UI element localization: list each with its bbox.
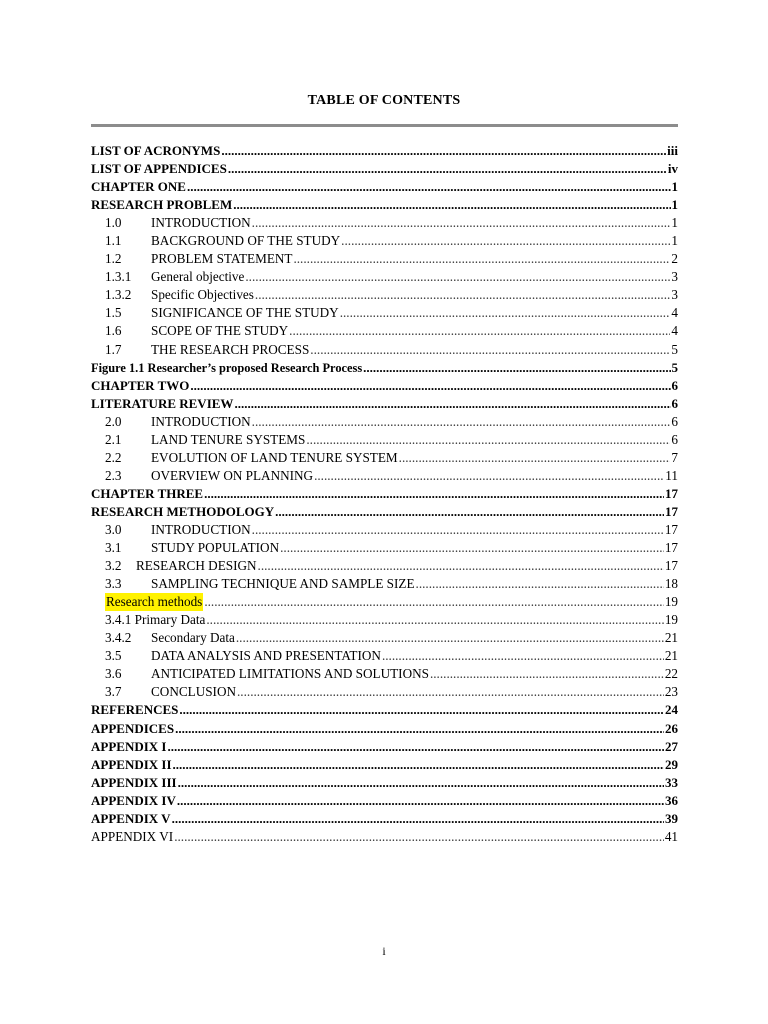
toc-entry-page: 4: [671, 323, 678, 339]
toc-entry-label: APPENDIX II: [91, 756, 172, 772]
toc-entry-label: RESEARCH PROBLEM: [91, 197, 233, 213]
toc-entry-page: 1: [671, 197, 678, 213]
toc-entry[interactable]: [91, 665, 678, 683]
dot-leader: [314, 467, 664, 485]
toc-entry-label-highlighted: Research methods: [106, 594, 203, 610]
dot-leader: [341, 232, 670, 250]
toc-entry-number: 3.7: [105, 684, 122, 700]
toc-entry-number: 3.3: [105, 576, 122, 592]
toc-entry-label: BACKGROUND OF THE STUDY: [151, 233, 341, 249]
dot-leader: [178, 774, 664, 792]
toc-entry[interactable]: [91, 250, 678, 268]
toc-entry-label: PROBLEM STATEMENT: [151, 251, 293, 267]
toc-entry[interactable]: [91, 828, 678, 846]
toc-entry-page: 24: [665, 702, 678, 718]
toc-entry-label: Figure 1.1 Researcher’s proposed Research Process: [91, 360, 363, 375]
dot-leader: [177, 792, 664, 810]
toc-entry[interactable]: [91, 575, 678, 593]
title-divider: [91, 124, 678, 127]
toc-entry-page: 6: [671, 377, 678, 393]
dot-leader: [430, 665, 664, 683]
dot-leader: [399, 449, 671, 467]
toc-entry-number: 1.3.2: [105, 287, 132, 303]
dot-leader: [206, 611, 663, 629]
dot-leader: [221, 142, 666, 160]
toc-entry-page: 17: [664, 558, 678, 574]
toc-entry-page: 6: [671, 413, 678, 429]
toc-entry[interactable]: [91, 701, 678, 719]
toc-entry[interactable]: [91, 611, 678, 629]
toc-entry-page: 27: [665, 738, 678, 754]
toc-entry-label: THE RESEARCH PROCESS: [151, 341, 310, 357]
toc-entry-page: iv: [667, 161, 678, 177]
toc-entry-number: 3.2: [105, 558, 122, 574]
toc-entry-number: 2.1: [105, 431, 122, 447]
toc-entry-page: 17: [664, 540, 678, 556]
toc-entry-label: INTRODUCTION: [151, 215, 251, 231]
dot-leader: [252, 413, 671, 431]
toc-entry[interactable]: [91, 449, 678, 467]
toc-entry[interactable]: [91, 286, 678, 304]
toc-entry-page: 3: [671, 287, 678, 303]
toc-entry[interactable]: [91, 395, 678, 413]
dot-leader: [179, 701, 664, 719]
dot-leader: [174, 828, 664, 846]
toc-entry-page: 5: [671, 341, 678, 357]
toc-entry[interactable]: [91, 377, 678, 395]
toc-entry-label: CHAPTER TWO: [91, 377, 190, 393]
toc-entry-page: 39: [665, 810, 678, 826]
toc-entry[interactable]: [91, 521, 678, 539]
toc-entry-page: iii: [667, 143, 678, 158]
toc-entry-page: 11: [665, 467, 678, 483]
toc-entry[interactable]: [91, 629, 678, 647]
dot-leader: [289, 322, 670, 340]
toc-entry-page: 21: [664, 648, 678, 664]
dot-leader: [167, 738, 664, 756]
toc-entry[interactable]: [91, 304, 678, 322]
toc-entry-page: 17: [664, 521, 678, 537]
toc-entry-label: LITERATURE REVIEW: [91, 395, 234, 411]
toc-entry-page: 26: [665, 720, 678, 736]
toc-entry[interactable]: [91, 214, 678, 232]
dot-leader: [306, 431, 670, 449]
toc-entry-number: 3.1: [105, 540, 122, 556]
dot-leader: [363, 359, 670, 377]
toc-entry[interactable]: [91, 232, 678, 250]
toc-entry-number: 3.5: [105, 648, 122, 664]
toc-entry[interactable]: [91, 503, 678, 521]
toc-entry-page: 7: [671, 449, 678, 465]
toc-entry-page: 19: [664, 612, 678, 628]
toc-entry[interactable]: [91, 810, 678, 828]
dot-leader: [255, 286, 671, 304]
toc-entry-number: 1.6: [105, 323, 122, 339]
toc-entry-page: 17: [665, 503, 678, 519]
toc-entry-number: 2.2: [105, 449, 122, 465]
dot-leader: [173, 756, 664, 774]
dot-leader: [340, 304, 671, 322]
toc-entry[interactable]: [91, 431, 678, 449]
dot-leader: [190, 377, 670, 395]
dot-leader: [187, 178, 671, 196]
toc-entry[interactable]: [91, 593, 678, 611]
dot-leader: [172, 810, 664, 828]
toc-entry-label: APPENDICES: [91, 720, 175, 736]
toc-entry-label: APPENDIX VI: [91, 828, 174, 844]
toc-entry-page: 6: [671, 395, 678, 411]
toc-entry-label: INTRODUCTION: [151, 521, 251, 537]
toc-entry-number: 1.5: [105, 305, 122, 321]
dot-leader: [236, 629, 664, 647]
toc-entry-page: 29: [665, 756, 678, 772]
toc-entry-page: 1: [671, 233, 678, 249]
toc-entry-page: 18: [664, 576, 678, 592]
dot-leader: [175, 720, 664, 738]
toc-entry-number: 2.3: [105, 467, 122, 483]
toc-entry-number: 2.0: [105, 413, 122, 429]
toc-entry-page: 36: [665, 792, 678, 808]
toc-entry-page: 41: [664, 828, 678, 844]
toc-entry-page: 17: [665, 485, 678, 501]
toc-entry[interactable]: [91, 792, 678, 810]
dot-leader: [310, 341, 670, 359]
toc-entry-label: ANTICIPATED LIMITATIONS AND SOLUTIONS: [151, 666, 429, 682]
toc-entry-label: LIST OF ACRONYMS: [91, 143, 221, 158]
dot-leader: [204, 593, 664, 611]
dot-leader: [228, 160, 667, 178]
toc-entry[interactable]: [91, 467, 678, 485]
toc-entry-label: CHAPTER THREE: [91, 485, 204, 501]
toc-entry[interactable]: [91, 322, 678, 340]
toc-entry-label: SCOPE OF THE STUDY: [151, 323, 289, 339]
toc-entry[interactable]: [91, 683, 678, 701]
toc-entry[interactable]: [91, 341, 678, 359]
page-number: i: [382, 944, 386, 958]
dot-leader: [245, 268, 670, 286]
toc-entry[interactable]: [91, 539, 678, 557]
toc-entry[interactable]: [91, 647, 678, 665]
toc-entry-label: REFERENCES: [91, 702, 179, 718]
toc-entry-page: 4: [671, 305, 678, 321]
toc-entry-number: 1.0: [105, 215, 122, 231]
toc-entry-label: LAND TENURE SYSTEMS: [151, 431, 306, 447]
dot-leader: [416, 575, 664, 593]
toc-entry-page: 1: [671, 179, 678, 195]
toc-entry-number: 1.3.1: [105, 269, 132, 285]
toc-entry[interactable]: [91, 720, 678, 738]
toc-entry-label: Secondary Data: [151, 630, 235, 646]
dot-leader: [275, 503, 664, 521]
toc-entry-label: INTRODUCTION: [151, 413, 251, 429]
table-of-contents: [91, 142, 678, 846]
page-title: TABLE OF CONTENTS: [307, 93, 461, 108]
dot-leader: [237, 683, 664, 701]
toc-entry-label: CHAPTER ONE: [91, 179, 186, 195]
toc-entry-page: 19: [664, 594, 678, 610]
toc-entry-number: 3.0: [105, 521, 122, 537]
toc-entry[interactable]: [91, 196, 678, 214]
dot-leader: [382, 647, 664, 665]
toc-entry-label: OVERVIEW ON PLANNING: [151, 467, 314, 483]
toc-entry-label: LIST OF APPENDICES: [91, 161, 227, 177]
toc-entry[interactable]: [91, 160, 678, 178]
toc-entry[interactable]: [91, 756, 678, 774]
toc-entry-label: General objective: [151, 269, 245, 285]
toc-entry-label: Specific Objectives: [151, 287, 254, 303]
toc-entry-label: 3.4.1 Primary Data: [105, 612, 206, 628]
toc-entry-label: EVOLUTION OF LAND TENURE SYSTEM: [151, 449, 398, 465]
toc-entry-page: 33: [665, 774, 678, 790]
toc-entry[interactable]: [91, 557, 678, 575]
toc-entry-label: RESEARCH METHODOLOGY: [91, 503, 275, 519]
toc-entry-page: 21: [664, 630, 678, 646]
toc-entry[interactable]: [91, 268, 678, 286]
toc-entry-page: 3: [671, 269, 678, 285]
toc-entry[interactable]: [91, 413, 678, 431]
dot-leader: [280, 539, 664, 557]
toc-entry-page: 5: [671, 359, 678, 375]
toc-entry-number: 3.6: [105, 666, 122, 682]
toc-entry-label: DATA ANALYSIS AND PRESENTATION: [151, 648, 381, 664]
dot-leader: [252, 521, 664, 539]
toc-entry-page: 23: [664, 684, 678, 700]
toc-entry[interactable]: [91, 359, 678, 377]
toc-entry[interactable]: [91, 738, 678, 756]
dot-leader: [204, 485, 664, 503]
toc-entry[interactable]: [91, 178, 678, 196]
toc-entry[interactable]: [91, 142, 678, 160]
dot-leader: [233, 196, 670, 214]
toc-entry[interactable]: [91, 485, 678, 503]
toc-entry-label: APPENDIX V: [91, 810, 171, 826]
toc-entry-label: SAMPLING TECHNIQUE AND SAMPLE SIZE: [151, 576, 415, 592]
toc-entry[interactable]: [91, 774, 678, 792]
dot-leader: [234, 395, 670, 413]
toc-entry-label: APPENDIX III: [91, 774, 177, 790]
toc-entry-page: 1: [671, 215, 678, 231]
toc-entry-number: 3.4.2: [105, 630, 132, 646]
toc-entry-label: STUDY POPULATION: [151, 540, 280, 556]
dot-leader: [293, 250, 670, 268]
toc-entry-number: 1.1: [105, 233, 122, 249]
toc-entry-label: APPENDIX IV: [91, 792, 176, 808]
toc-entry-label: APPENDIX I: [91, 738, 167, 754]
toc-entry-page: 2: [671, 251, 678, 267]
toc-entry-label: SIGNIFICANCE OF THE STUDY: [151, 305, 339, 321]
toc-entry-label: CONCLUSION: [151, 684, 236, 700]
toc-entry-page: 6: [671, 431, 678, 447]
toc-entry-number: 1.2: [105, 251, 122, 267]
toc-entry-page: 22: [664, 666, 678, 682]
dot-leader: [252, 214, 671, 232]
toc-entry-label: RESEARCH DESIGN: [136, 558, 257, 574]
toc-entry-number: 1.7: [105, 341, 122, 357]
dot-leader: [258, 557, 664, 575]
